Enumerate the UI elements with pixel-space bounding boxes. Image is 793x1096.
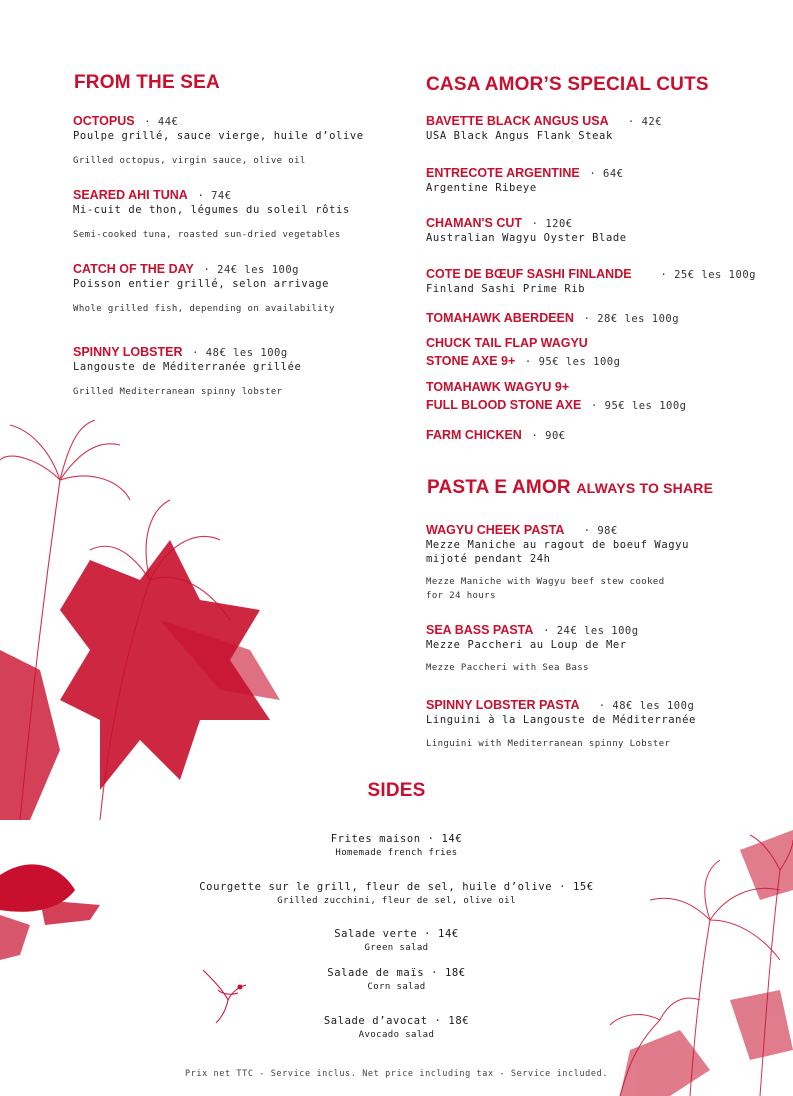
item-price: · 48€ les 100g [598,700,695,712]
special-cuts-title: CASA AMOR’S SPECIAL CUTS [426,74,709,95]
pasta-title-main: PASTA E AMOR [427,477,571,498]
item-price: · 120€ [531,218,573,230]
pasta-title [427,477,713,499]
item-price: · 95€ les 100g [590,400,687,412]
menu-item [426,519,689,603]
item-desc-en: Whole grilled fish, depending on availability [73,304,335,314]
item-desc-en: Semi-cooked tuna, roasted sun-dried vegetables [73,230,341,240]
item-name: COTE DE BŒUF SASHI FINLANDE [426,267,632,281]
item-price: · 48€ les 100g [192,347,288,359]
menu-item [426,694,696,751]
menu-item [426,307,679,326]
item-price: · 95€ les 100g [524,356,621,368]
item-name: CHUCK TAIL FLAP WAGYU [426,336,588,350]
side-name-fr: Salade de maïs · 18€ [327,967,466,979]
menu-item [426,619,639,675]
item-name: SEA BASS PASTA [426,623,534,637]
item-price: · 90€ [531,430,566,442]
item-name: SEARED AHI TUNA [73,188,188,202]
side-name-fr: Courgette sur le grill, fleur de sel, huile d’olive · 15€ [199,881,594,893]
side-name-fr: Salade verte · 14€ [334,928,459,940]
item-price: · 64€ [589,168,624,180]
item-name-line2: FULL BLOOD STONE AXE [426,398,582,412]
side-name-fr: Salade d’avocat · 18€ [323,1015,470,1027]
side-item [0,880,793,908]
item-desc: Finland Sashi Prime Rib [426,283,586,295]
item-price: · 24€ les 100g [543,625,639,637]
item-name: SPINNY LOBSTER PASTA [426,698,580,712]
item-price: · 25€ les 100g [660,269,756,281]
side-name-en: Green salad [364,943,429,953]
item-name: TOMAHAWK WAGYU 9+ [426,380,570,394]
item-desc-en: Grilled Mediterranean spinny lobster [73,387,283,397]
side-item [0,927,793,955]
side-item [0,1014,793,1042]
from-the-sea-title: FROM THE SEA [74,72,220,93]
item-price: · 44€ [144,116,179,128]
item-desc-en: for 24 hours [426,591,496,601]
item-desc-fr: Mezze Maniche au ragout de boeuf Wagyu [426,539,690,551]
item-desc: USA Black Angus Flank Steak [426,130,613,142]
item-desc-en: Grilled octopus, virgin sauce, olive oil [73,156,306,166]
menu-item [73,341,301,399]
side-item [0,832,793,860]
pasta-subtitle: ALWAYS TO SHARE [576,480,714,496]
item-desc-fr: Mezze Paccheri au Loup de Mer [426,639,627,651]
item-name: WAGYU CHEEK PASTA [426,523,565,537]
item-desc-en: Mezze Maniche with Wagyu beef stew cooked [426,577,665,587]
item-name: FARM CHICKEN [426,428,522,442]
item-price: · 98€ [583,525,618,537]
item-name: OCTOPUS [73,114,135,128]
menu-item [426,162,623,195]
side-name-fr: Frites maison · 14€ [330,833,463,845]
item-price: · 28€ les 100g [583,313,680,325]
item-name: SPINNY LOBSTER [73,345,183,359]
item-desc: Australian Wagyu Oyster Blade [426,232,627,244]
menu-item [426,110,662,143]
menu-item [426,263,756,296]
item-name: CHAMAN'S CUT [426,216,523,230]
item-desc: Argentine Ribeye [426,182,537,194]
menu-item [426,212,627,245]
item-price: · 42€ [627,116,663,128]
item-desc-fr: Poulpe grillé, sauce vierge, huile d’olive [73,130,364,142]
item-name: TOMAHAWK ABERDEEN [426,311,574,325]
item-desc-fr: Mi-cuit de thon, légumes du soleil rôtis [73,204,350,216]
item-name: CATCH OF THE DAY [73,262,194,276]
item-name: BAVETTE BLACK ANGUS USA [426,114,609,128]
tropical-foliage-left-illustration [0,420,290,820]
menu-item [426,424,566,443]
tropical-foliage-right-illustration [590,830,793,1096]
menu-item [73,184,350,242]
menu-item [426,380,687,413]
menu-item [426,336,620,369]
footer-note: Prix net TTC - Service inclus. Net price including tax - Service included. [184,1069,609,1079]
side-name-en: Avocado salad [358,1030,435,1040]
side-item [0,966,793,994]
sides-title: SIDES [367,780,426,801]
item-name-line2: STONE AXE 9+ [426,354,516,368]
side-name-en: Grilled zucchini, fleur de sel, olive oil [277,896,516,906]
item-desc-fr: mijoté pendant 24h [426,553,551,565]
item-desc-fr: Langouste de Méditerranée grillée [73,361,302,373]
menu-item [73,110,364,168]
item-price: · 74€ [197,190,232,202]
item-desc-en: Linguini with Mediterranean spinny Lobster [426,739,671,749]
item-price: · 24€ les 100g [203,264,299,276]
item-name: ENTRECOTE ARGENTINE [426,166,580,180]
menu-item [73,258,335,316]
side-name-en: Corn salad [367,982,426,992]
item-desc-en: Mezze Paccheri with Sea Bass [426,663,589,673]
item-desc-fr: Linguini à la Langouste de Méditerranée [426,714,696,726]
side-name-en: Homemade french fries [335,848,458,858]
item-desc-fr: Poisson entier grillé, selon arrivage [73,278,330,290]
